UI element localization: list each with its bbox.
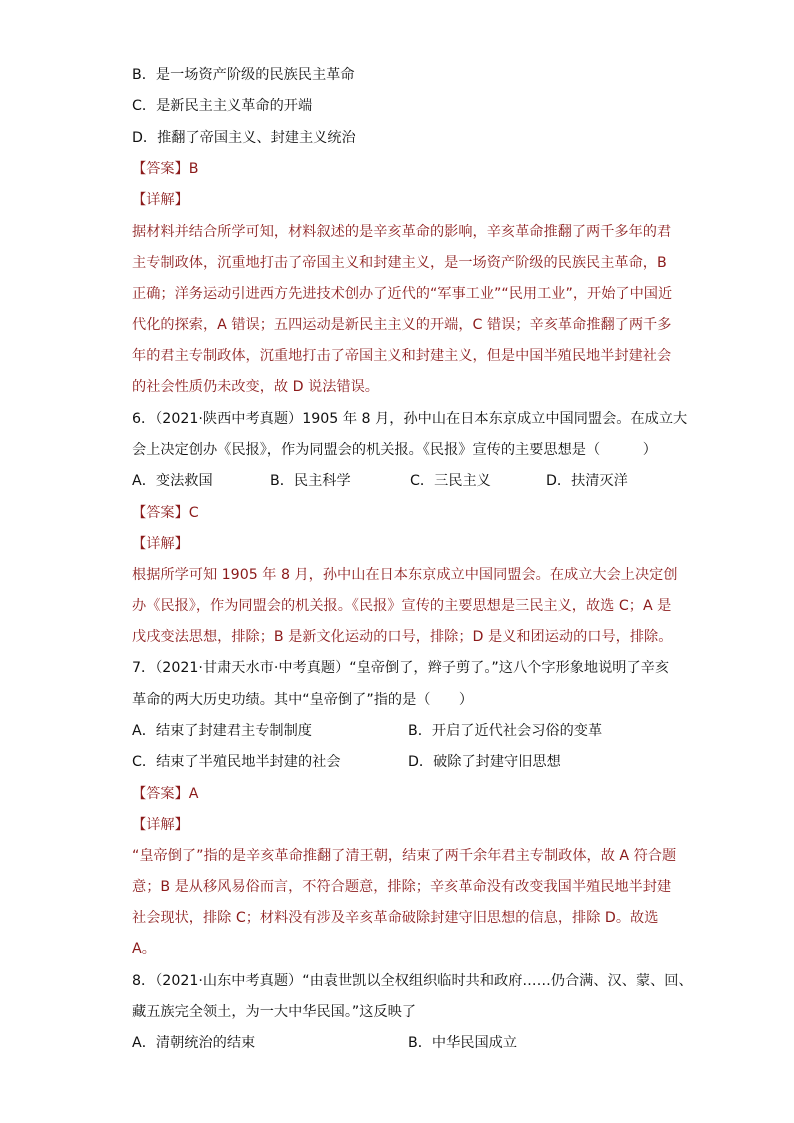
q7-answer: 【答案】A (132, 786, 199, 802)
q7-option-b: B．开启了近代社会习俗的变革 (408, 723, 603, 739)
q7-stem-line: 革命的两大历史功绩。其中“皇帝倒了”指的是（ ） (132, 692, 474, 708)
q6-option-c: C．三民主义 (410, 473, 491, 489)
q7-option-d: D．破除了封建守旧思想 (408, 754, 561, 770)
q7-stem-line: 7．（2021·甘肃天水市·中考真题）“皇帝倒了，辫子剪了。”这八个字形象地说明了辛亥 (132, 660, 670, 676)
q6-stem-line: 6．（2021·陕西中考真题）1905 年 8 月，孙中山在日本东京成立中国同盟会。在成立大 (132, 411, 688, 427)
q6-detail-line: 办《民报》，作为同盟会的机关报。《民报》宣传的主要思想是三民主义，故选 C；A 是 (132, 598, 672, 614)
q8-option-a: A．清朝统治的结束 (132, 1035, 256, 1051)
q5-option-c: C．是新民主主义革命的开端 (132, 98, 313, 114)
q6-detail-label: 【详解】 (132, 536, 189, 552)
q6-detail-line: 戊戌变法思想，排除；B 是新文化运动的口号，排除；D 是义和团运动的口号，排除。 (132, 629, 673, 645)
q5-detail-label: 【详解】 (132, 192, 189, 208)
q6-option-a: A．变法救国 (132, 473, 213, 489)
q5-answer: 【答案】B (132, 161, 199, 177)
q8-stem-line: 藏五族完全领土，为一大中华民国。”这反映了 (132, 1004, 417, 1020)
q6-option-d: D．扶清灭洋 (546, 473, 628, 489)
q7-detail-line: 意；B 是从移风易俗而言，不符合题意，排除；辛亥革命没有改变我国半殖民地半封建 (132, 879, 672, 895)
q6-option-b: B．民主科学 (270, 473, 351, 489)
q5-detail-line: 据材料并结合所学可知，材料叙述的是辛亥革命的影响，辛亥革命推翻了两千多年的君 (132, 224, 672, 240)
q5-detail-line: 正确；洋务运动引进西方先进技术创办了近代的“军事工业”“民用工业”，开始了中国近 (132, 286, 673, 302)
q8-stem-line: 8．（2021·山东中考真题）“由袁世凯以全权组织临时共和政府……仍合满、汉、蒙、回、 (132, 973, 693, 989)
q5-detail-line: 的社会性质仍未改变，故 D 说法错误。 (132, 379, 379, 395)
q6-answer: 【答案】C (132, 505, 199, 521)
q5-detail-line: 年的君主专制政体，沉重地打击了帝国主义和封建主义，但是中国半殖民地半封建社会 (132, 348, 672, 364)
q5-option-b: B．是一场资产阶级的民族民主革命 (132, 67, 355, 83)
q7-detail-label: 【详解】 (132, 817, 189, 833)
q7-option-c: C．结束了半殖民地半封建的社会 (132, 754, 341, 770)
q7-detail-line: A。 (132, 941, 156, 957)
q8-option-b: B．中华民国成立 (408, 1035, 518, 1051)
q6-stem-line: 会上决定创办《民报》，作为同盟会的机关报。《民报》宣传的主要思想是（ ） (132, 442, 657, 458)
q7-option-a: A．结束了封建君主专制制度 (132, 723, 312, 739)
q5-option-d: D．推翻了帝国主义、封建主义统治 (132, 130, 356, 146)
q6-detail-line: 根据所学可知 1905 年 8 月，孙中山在日本东京成立中国同盟会。在成立大会上决定创 (132, 567, 678, 583)
q5-detail-line: 代化的探索，A 错误；五四运动是新民主主义的开端，C 错误；辛亥革命推翻了两千多 (132, 317, 672, 333)
q7-detail-line: 社会现状，排除 C；材料没有涉及辛亥革命破除封建守旧思想的信息，排除 D。故选 (132, 910, 659, 926)
q7-detail-line: “皇帝倒了”指的是辛亥革命推翻了清王朝，结束了两千余年君主专制政体，故 A 符合题 (132, 848, 677, 864)
q5-detail-line: 主专制政体，沉重地打击了帝国主义和封建主义，是一场资产阶级的民族民主革命，B (132, 255, 667, 271)
